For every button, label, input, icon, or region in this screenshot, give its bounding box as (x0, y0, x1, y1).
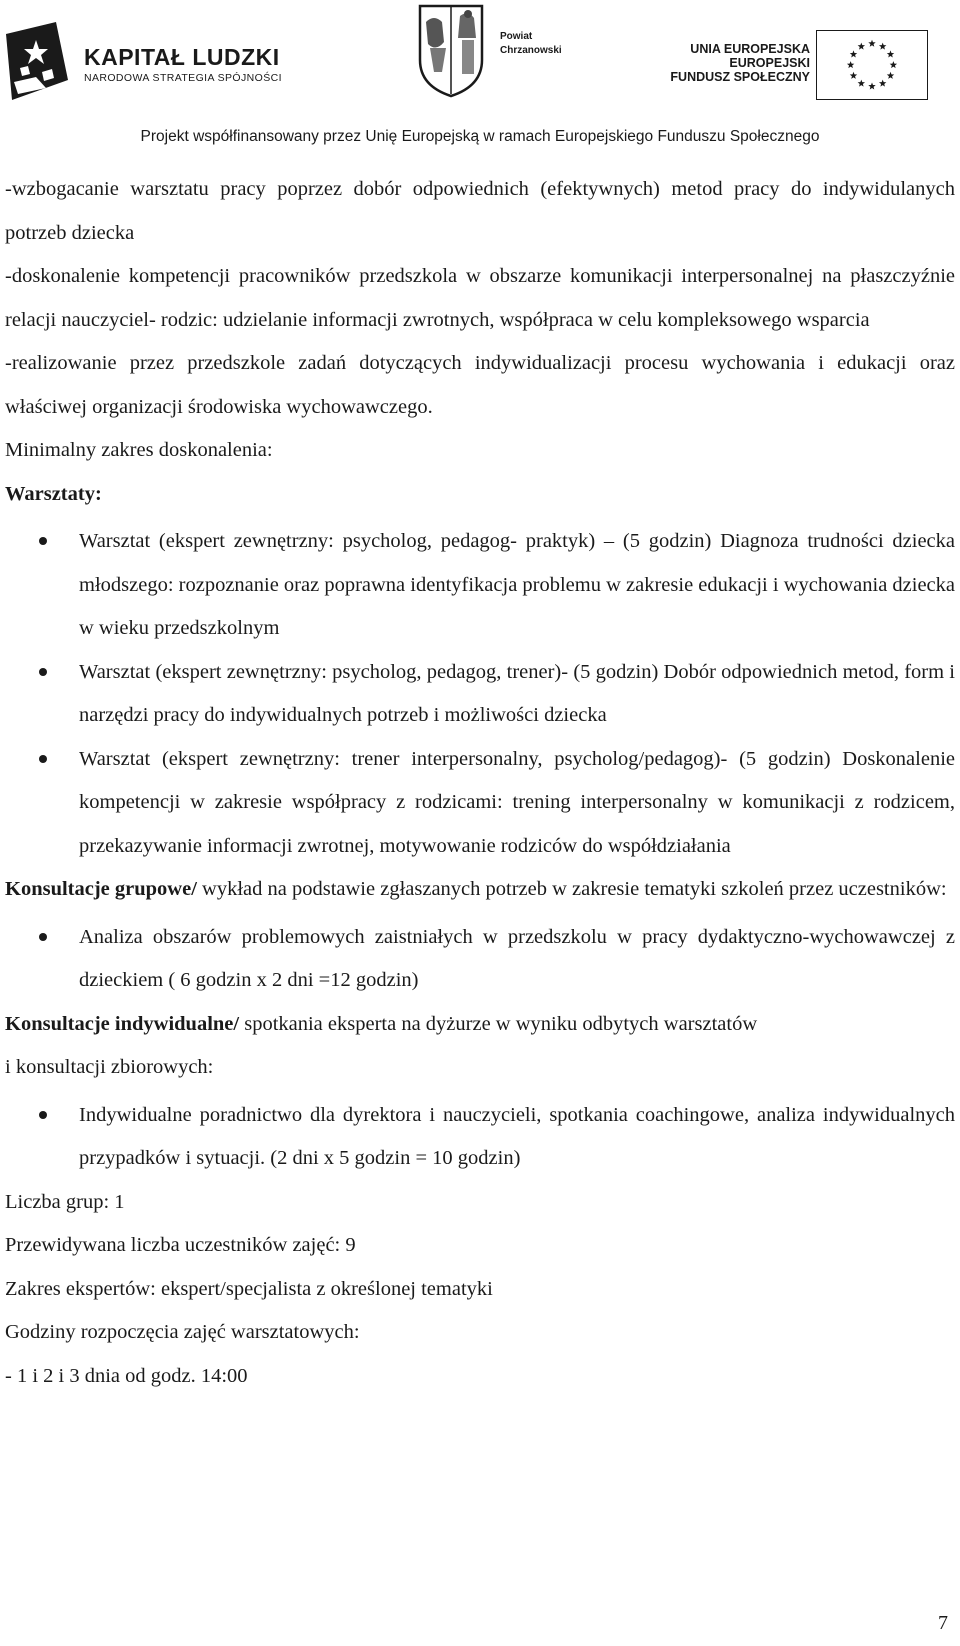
bullet-icon (39, 933, 47, 941)
eu-star-icon (887, 50, 894, 57)
eu-star-icon (847, 61, 854, 68)
eu-star-icon (858, 80, 865, 87)
eu-star-icon (890, 61, 897, 68)
indiv-consult-label: Konsultacje indywidualne/ (5, 1012, 240, 1035)
hours-value: - 1 i 2 i 3 dnia od godz. 14:00 (5, 1364, 248, 1387)
bullet-icon (39, 537, 47, 545)
indiv-consult-line1: spotkania eksperta na dyżurze w wyniku odbytych warsztatów (239, 1012, 758, 1035)
eu-label (620, 42, 810, 84)
eu-star-icon (850, 72, 857, 79)
eu-star-icon (887, 72, 894, 79)
min-scope-label: Minimalny zakres doskonalenia: (5, 439, 273, 461)
kapital-ludzki-logo-icon (6, 22, 76, 102)
powiat-crest-icon (416, 2, 486, 98)
list-item (5, 520, 955, 651)
group-consult-label: Konsultacje grupowe/ (5, 878, 197, 900)
group-item-1-text: Analiza obszarów problemowych zaistniałych w przedszkolu w pracy dydaktyczno-wychowawczej z dzieckiem ( 6 godzin x 2 dni =12 godzin) (79, 925, 955, 991)
eu-line2: EUROPEJSKI (729, 56, 810, 70)
indiv-consultations (5, 1003, 955, 1090)
workshops-list (5, 520, 955, 868)
bullet-icon (39, 755, 47, 763)
page-number: 7 (938, 1612, 948, 1634)
powiat-label (500, 30, 562, 58)
group-consult-list (5, 916, 955, 1003)
goal-communication: -doskonalenie kompetencji pracowników przedszkola w obszarze komunikacji interpersonalnej na płaszczyźnie relacji nauczyciel- rodzic: udzielanie informacji zwrotnych, współpraca w celu kompleksowego wsparcia (5, 265, 955, 331)
group-consult-text: wykład na podstawie zgłaszanych potrzeb w zakresie tematyki szkoleń przez uczestników: (196, 878, 947, 900)
eu-line1: UNIA EUROPEJSKA (690, 42, 810, 56)
group-consultations (5, 868, 955, 912)
powiat-line2: Chrzanowski (500, 45, 562, 56)
goal-enrich-methods: -wzbogacanie warsztatu pracy poprzez dobór odpowiednich (efektywnych) metod pracy do indywidulanych potrzeb dziecka (5, 178, 955, 244)
workshop-1-text: Warsztat (ekspert zewnętrzny: psycholog, pedagog- praktyk) – (5 godzin) Diagnoza trudności dziecka młodszego: rozpoznanie oraz poprawna identyfikacja problemu w zakresie edukacji i wychowania dziecka w wieku przedszkolnym (79, 530, 956, 639)
indiv-item-1-text: Indywidualne poradnictwo dla dyrektora i nauczycieli, spotkania coachingowe, analiza indywidualnych przypadków i sytuacji. (2 dni x 5 godzin = 10 godzin) (79, 1103, 955, 1169)
eu-star-icon (879, 43, 886, 50)
document-body (5, 168, 955, 1398)
powiat-line1: Powiat (500, 31, 533, 42)
experts-scope: Zakres ekspertów: ekspert/specjalista z określonej tematyki (5, 1277, 493, 1300)
hours-heading: Godziny rozpoczęcia zajęć warsztatowych: (5, 1321, 360, 1343)
goal-individualization: -realizowanie przez przedszkole zadań dotyczących indywidualizacji procesu wychowania i edukacji oraz właściwej organizacji środowiska wychowawczego. (5, 352, 955, 418)
list-item (5, 651, 955, 738)
participants-count: Przewidywana liczba uczestników zajęć: 9 (5, 1234, 356, 1256)
kapital-ludzki-wordmark (84, 44, 282, 84)
indiv-consult-list (5, 1094, 955, 1181)
eu-star-icon (850, 50, 857, 57)
workshop-3-text: Warsztat (ekspert zewnętrzny: trener interpersonalny, psycholog/pedagog)- (5 godzin) Doskonalenie kompetencji w zakresie współpracy z rodzicami: trening interpersonalny w komunikacji z rodzicem, przekazywanie informacji zwrotnej, motywowanie rodziców do współdziałania (79, 747, 955, 857)
eu-star-icon (879, 80, 886, 87)
project-cofinancing-line: Projekt współfinansowany przez Unię Europejską w ramach Europejskiego Funduszu Społecznego (140, 128, 820, 145)
list-item (5, 738, 955, 869)
eu-star-icon (868, 40, 875, 47)
eu-line3: FUNDUSZ SPOŁECZNY (670, 70, 810, 84)
groups-count: Liczba grup: 1 (5, 1190, 125, 1213)
kl-subtitle: NARODOWA STRATEGIA SPÓJNOŚCI (84, 72, 282, 84)
eu-flag-icon (816, 30, 928, 100)
bullet-icon (39, 1111, 47, 1119)
indiv-consult-line2: i konsultacji zbiorowych: (5, 1056, 214, 1078)
workshops-heading: Warsztaty: (5, 482, 102, 505)
list-item (5, 1094, 955, 1181)
page-header (0, 0, 960, 150)
eu-star-icon (858, 43, 865, 50)
kl-title: KAPITAŁ LUDZKI (84, 44, 280, 70)
bullet-icon (39, 668, 47, 676)
workshop-2-text: Warsztat (ekspert zewnętrzny: psycholog, pedagog, trener)- (5 godzin) Dobór odpowiednich metod, form i narzędzi pracy do indywidualnych potrzeb i możliwości dziecka (79, 660, 955, 726)
list-item (5, 916, 955, 1003)
eu-star-icon (868, 82, 875, 89)
